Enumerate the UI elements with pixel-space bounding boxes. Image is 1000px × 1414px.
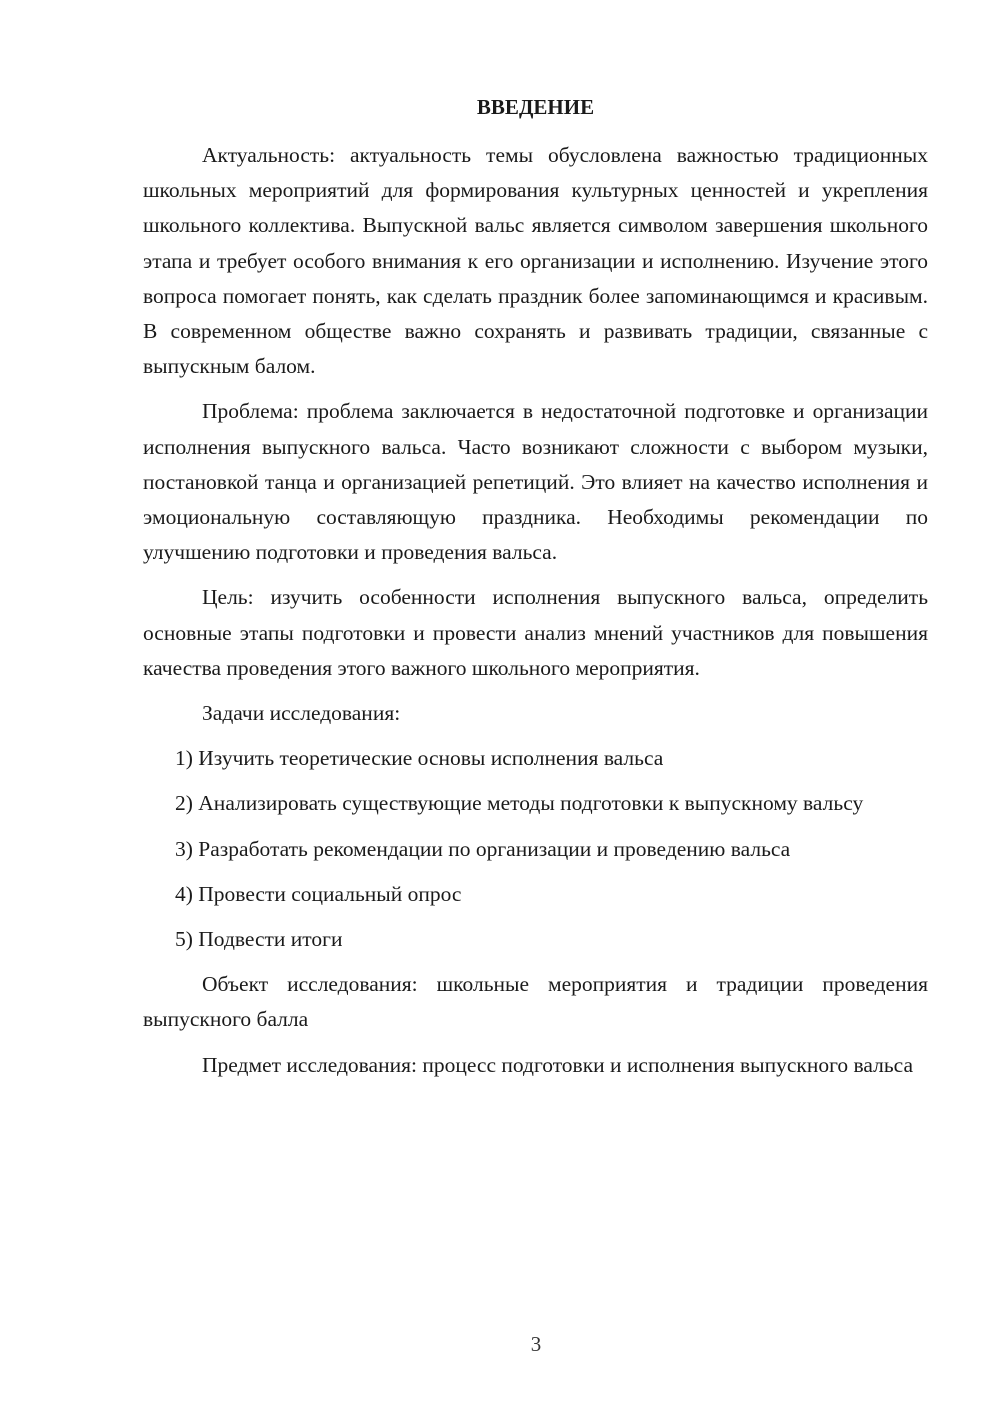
relevance-paragraph: Актуальность: актуальность темы обусловлена важностью традиционных школьных мероприятий для формирования культурных ценностей и укрепления школьного коллектива. Выпускной вальс является символом завершения школьного этапа и требует особого внимания к его организации и исполнению. Изучение этого вопроса помогает понять, как сделать праздник более запоминающимся и красивым. В современном обществе важно сохранять и развивать традиции, связанные с выпускным балом. [143, 143, 928, 379]
goal-paragraph: Цель: изучить особенности исполнения выпускного вальса, определить основные этапы подготовки и провести анализ мнений участников для повышения качества проведения этого важного школьного мероприятия. [143, 585, 928, 680]
task-item: 5) Подвести итоги [175, 927, 343, 952]
task-item: 1) Изучить теоретические основы исполнения вальса [175, 746, 664, 771]
page-number: 3 [530, 1332, 542, 1356]
page-title: ВВЕДЕНИЕ [476, 95, 595, 119]
subject-paragraph: Предмет исследования: процесс подготовки и исполнения выпускного вальса [202, 1052, 913, 1077]
document-page [143, 92, 928, 1093]
tasks-title: Задачи исследования: [202, 701, 401, 726]
task-item: 3) Разработать рекомендации по организации и проведению вальса [175, 836, 791, 861]
task-item: 2) Анализировать существующие методы подготовки к выпускному вальсу [175, 791, 864, 816]
task-item: 4) Провести социальный опрос [175, 881, 462, 906]
problem-paragraph: Проблема: проблема заключается в недостаточной подготовке и организации исполнения выпускного вальса. Часто возникают сложности с выбором музыки, постановкой танца и организацией репетиций. Это влияет на качество исполнения и эмоциональную составляющую праздника. Необходимы рекомендации по улучшению подготовки и проведения вальса. [143, 399, 928, 565]
object-paragraph: Объект исследования: школьные мероприятия и традиции проведения выпускного балла [143, 972, 928, 1032]
